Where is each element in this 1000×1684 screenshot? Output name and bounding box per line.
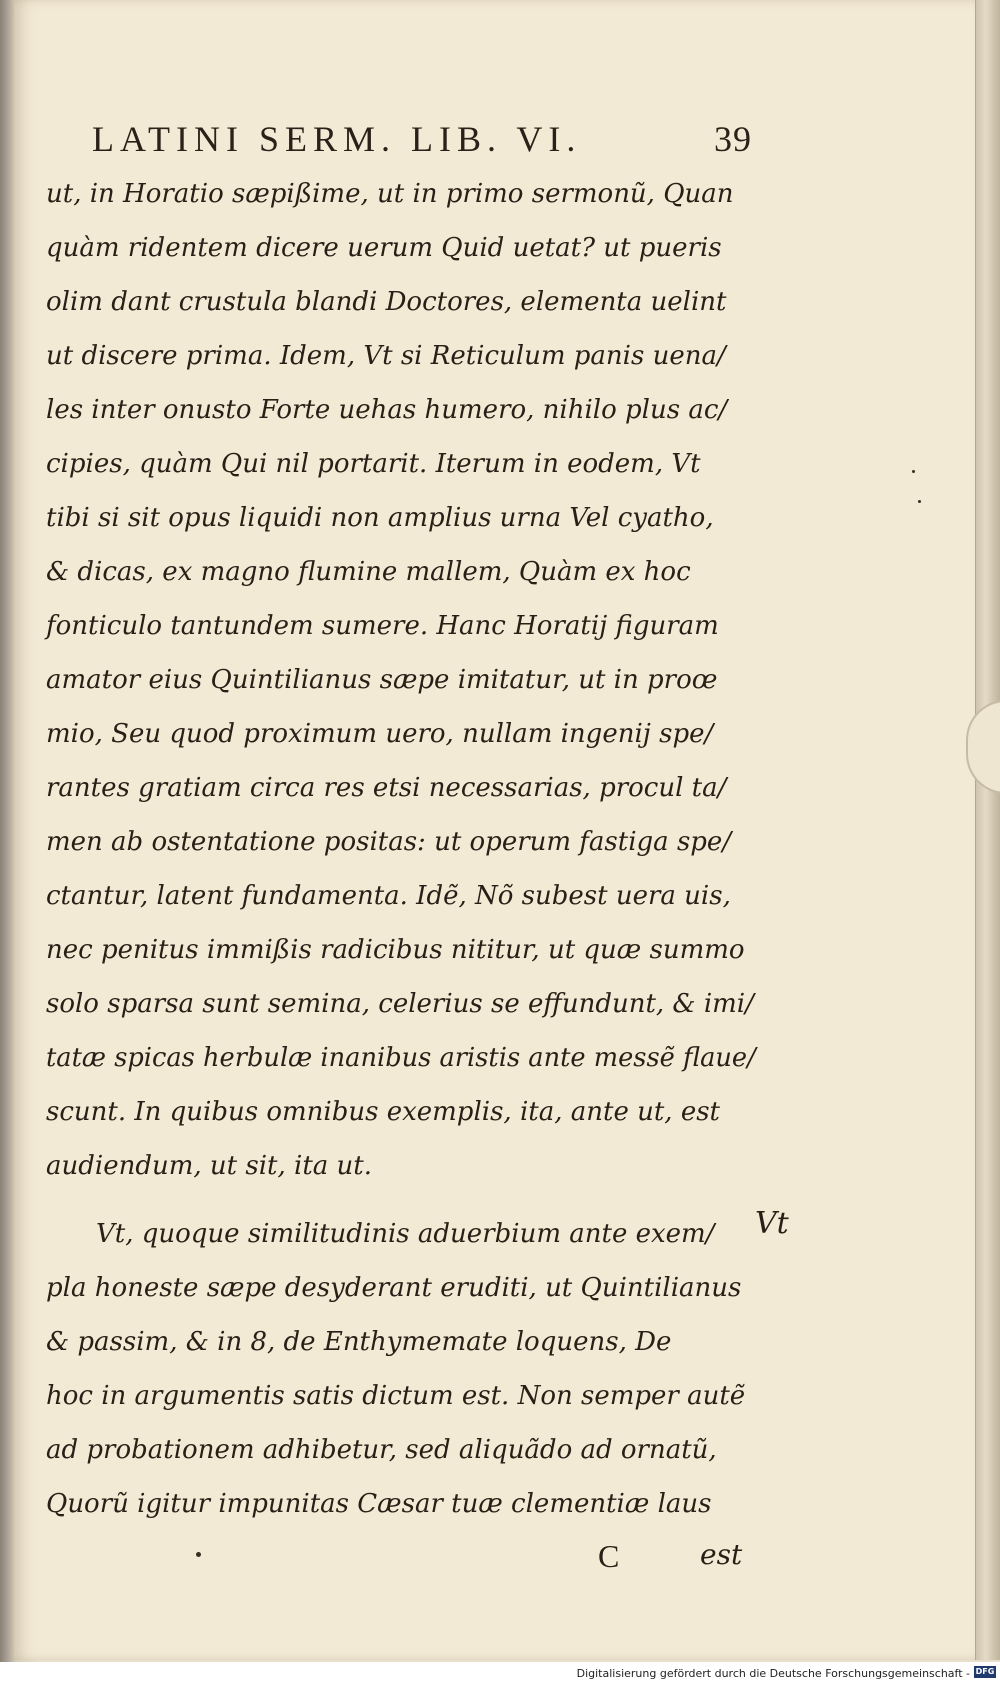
ink-speck — [912, 470, 915, 473]
text-line: les inter onusto Forte uehas humero, nihilo plus ac/ — [46, 395, 728, 425]
text-line: Vt, quoque similitudinis aduerbium ante exem/ — [96, 1219, 715, 1249]
signature-mark: C — [598, 1538, 620, 1574]
text-line: tibi si sit opus liquidi non amplius urna Vel cyatho, — [46, 503, 714, 533]
text-line: ut discere prima. Idem, Vt si Reticulum panis uena/ — [46, 341, 726, 371]
ink-speck — [196, 1552, 201, 1557]
dfg-logo: DFG — [975, 1667, 995, 1676]
running-head — [92, 118, 752, 164]
text-line: men ab ostentatione positas: ut operum fastiga spe/ — [46, 827, 732, 857]
ink-speck — [918, 500, 921, 503]
text-line: nec penitus immißis radicibus nititur, ut quæ summo — [46, 935, 745, 965]
text-line: ad probationem adhibetur, sed aliquãdo ad ornatũ, — [46, 1435, 717, 1465]
text-line: mio, Seu quod proximum uero, nullam ingenij spe/ — [46, 719, 714, 749]
text-line: rantes gratiam circa res etsi necessarias, procul ta/ — [46, 773, 727, 803]
text-line: ctantur, latent fundamenta. Idẽ, Nõ subest uera uis, — [46, 881, 731, 911]
text-line: Quorũ igitur impunitas Cæsar tuæ clementiæ laus — [46, 1489, 712, 1519]
text-line: solo sparsa sunt semina, celerius se effundunt, & imi/ — [46, 989, 754, 1019]
folio-number: 39 — [714, 119, 752, 159]
text-line: fonticulo tantundem sumere. Hanc Horatij figuram — [46, 611, 719, 641]
text-line: tatæ spicas herbulæ inanibus aristis ante messẽ flaue/ — [46, 1043, 756, 1073]
text-line: hoc in argumentis satis dictum est. Non semper autẽ — [46, 1381, 746, 1411]
text-line: scunt. In quibus omnibus exemplis, ita, ante ut, est — [46, 1097, 720, 1127]
text-line: olim dant crustula blandi Doctores, elementa uelint — [46, 287, 727, 317]
text-line: cipies, quàm Qui nil portarit. Iterum in eodem, Vt — [46, 449, 701, 479]
text-line: pla honeste sæpe desyderant eruditi, ut Quintilianus — [46, 1273, 742, 1303]
footer-credit: Digitalisierung gefördert durch die Deutsche Forschungsgemeinschaft - — [576, 1667, 970, 1680]
marginal-note: Vt — [755, 1206, 789, 1241]
running-head-title: LATINI SERM. LIB. VI. — [92, 119, 582, 159]
text-line: & passim, & in 8, de Enthymemate loquens, De — [46, 1327, 672, 1357]
digitization-footer — [0, 1662, 1000, 1684]
text-line: quàm ridentem dicere uerum Quid uetat? ut pueris — [46, 233, 722, 263]
catchword: est — [700, 1538, 743, 1571]
text-line: amator eius Quintilianus sæpe imitatur, ut in proœ — [46, 665, 718, 695]
page-edge — [975, 0, 1000, 1660]
text-line: audiendum, ut sit, ita ut. — [46, 1151, 372, 1181]
text-line: ut, in Horatio sæpißime, ut in primo sermonũ, Quan — [46, 179, 734, 209]
text-line: & dicas, ex magno flumine mallem, Quàm ex hoc — [46, 557, 691, 587]
